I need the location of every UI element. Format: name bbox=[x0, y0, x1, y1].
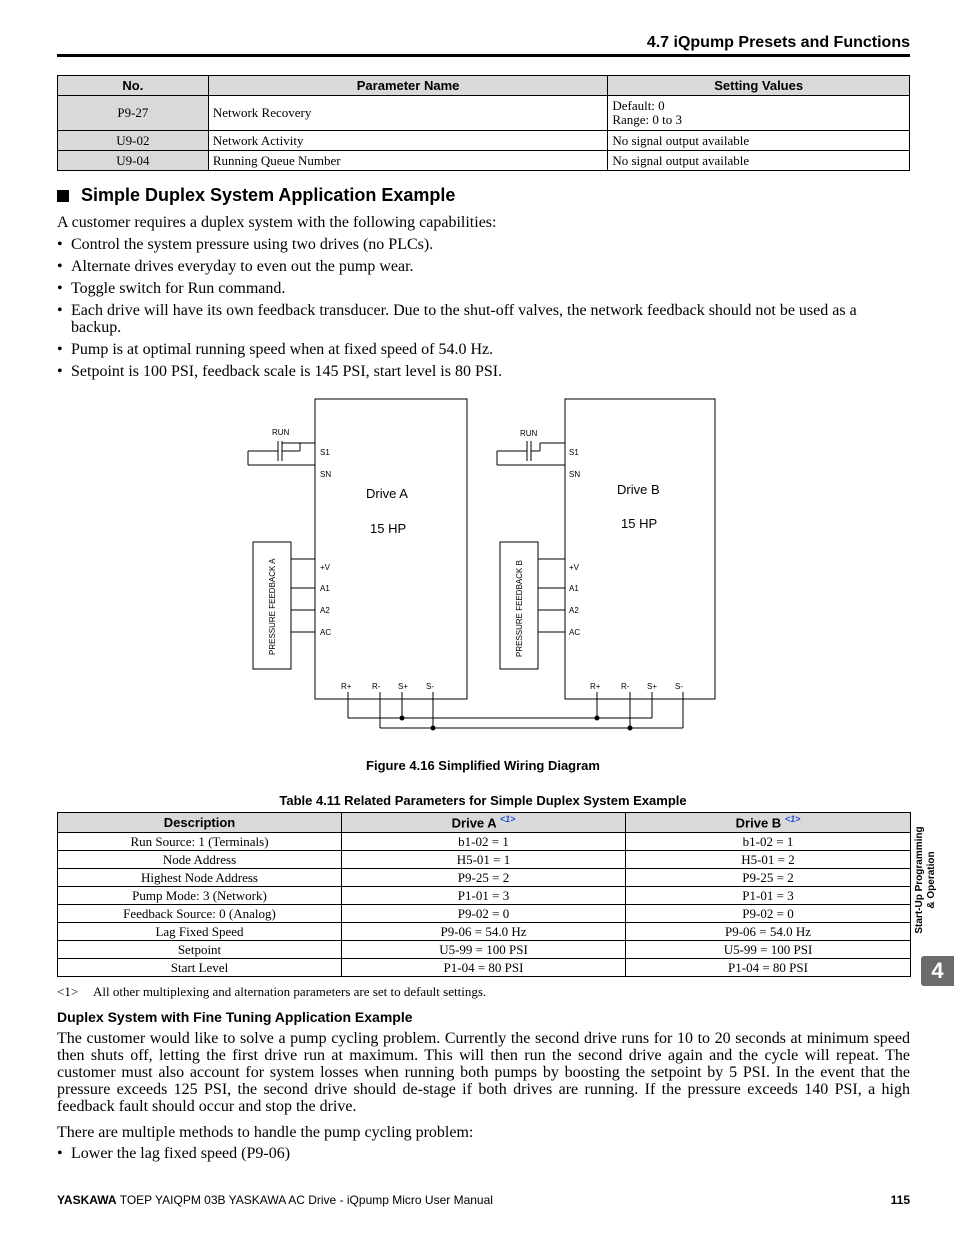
drive-b-box bbox=[565, 399, 715, 699]
table-header-row bbox=[58, 813, 911, 833]
table-cell: Highest Node Address bbox=[58, 869, 342, 887]
pressure-feedback-b-label: PRESSURE FEEDBACK B bbox=[515, 560, 524, 657]
list-item: • Setpoint is 100 PSI, feedback scale is 145 PSI, start level is 80 PSI. bbox=[57, 363, 910, 380]
table-cell: Setpoint bbox=[58, 941, 342, 959]
terminal-label: +V bbox=[320, 563, 331, 572]
chapter-side-label bbox=[914, 815, 946, 945]
table-cell: P9-25 = 2 bbox=[626, 869, 911, 887]
column-header bbox=[342, 813, 626, 833]
parameter-name: Network Recovery bbox=[208, 96, 608, 131]
terminal-label: A2 bbox=[320, 606, 330, 615]
header-rule bbox=[57, 54, 910, 57]
run-switch-b-label: RUN bbox=[520, 429, 538, 438]
terminal-label: R- bbox=[621, 682, 630, 691]
subsection-heading: Duplex System with Fine Tuning Application Example bbox=[57, 1009, 413, 1025]
body-paragraph: There are multiple methods to handle the pump cycling problem: bbox=[57, 1124, 474, 1141]
footnote-link[interactable]: <1> bbox=[499, 814, 516, 825]
table-cell: b1-02 = 1 bbox=[342, 833, 626, 851]
terminal-label: R- bbox=[372, 682, 381, 691]
side-label-line2: & Operation bbox=[926, 851, 937, 909]
table-row bbox=[58, 151, 910, 171]
footer-text bbox=[57, 1193, 493, 1207]
terminal-label: S+ bbox=[398, 682, 409, 691]
table-cell: U5-99 = 100 PSI bbox=[626, 941, 911, 959]
terminal-label: S- bbox=[426, 682, 434, 691]
table-cell: P9-06 = 54.0 Hz bbox=[342, 923, 626, 941]
table-row bbox=[58, 833, 911, 851]
table-row bbox=[58, 887, 911, 905]
list-item: • Toggle switch for Run command. bbox=[57, 280, 910, 297]
footnote-text: All other multiplexing and alternation parameters are set to default settings. bbox=[93, 984, 487, 999]
table-cell: P1-01 = 3 bbox=[626, 887, 911, 905]
table-cell: P9-25 = 2 bbox=[342, 869, 626, 887]
column-header: Setting Values bbox=[608, 76, 910, 96]
table-cell: b1-02 = 1 bbox=[626, 833, 911, 851]
table-cell: Feedback Source: 0 (Analog) bbox=[58, 905, 342, 923]
footnote-link[interactable]: <1> bbox=[784, 814, 801, 825]
pressure-feedback-a-label: PRESSURE FEEDBACK A bbox=[268, 558, 277, 655]
methods-list bbox=[57, 1145, 910, 1167]
table-row bbox=[58, 131, 910, 151]
wiring-diagram bbox=[240, 392, 730, 742]
table-caption: Table 4.11 Related Parameters for Simple Duplex System Example bbox=[279, 793, 687, 808]
terminal-label: SN bbox=[569, 470, 581, 479]
table-footnote bbox=[57, 984, 486, 1000]
table-row bbox=[58, 869, 911, 887]
terminal-label: S1 bbox=[569, 448, 579, 457]
column-header: Description bbox=[58, 813, 342, 833]
table-cell: Node Address bbox=[58, 851, 342, 869]
list-item: • Control the system pressure using two drives (no PLCs). bbox=[57, 236, 910, 253]
terminal-label: S+ bbox=[647, 682, 658, 691]
table-cell: H5-01 = 2 bbox=[626, 851, 911, 869]
terminal-label: AC bbox=[569, 628, 581, 637]
related-parameters-table bbox=[57, 812, 911, 977]
drive-a-name: Drive A bbox=[366, 486, 408, 501]
table-cell: H5-01 = 1 bbox=[342, 851, 626, 869]
parameter-name: Running Queue Number bbox=[208, 151, 608, 171]
body-paragraph: The customer would like to solve a pump cycling problem. Currently the second drive runs for 10 to 20 seconds at minimum speed then shuts off, letting the first drive run at maximum. This will then run the second drive again and the cycle will repeat. The customer must also account for system losses when running both pumps by boosting the setpoint by 5 PSI. In the event that the pressure exceeds 125 PSI, the second drive should de-stage if both drives are running. If the pressure exceeds 140 PSI, a high feedback fault should occur and stop the drive. bbox=[57, 1030, 910, 1115]
requirements-list bbox=[57, 236, 910, 385]
terminal-label: SN bbox=[320, 470, 332, 479]
setting-range: Range: 0 to 3 bbox=[612, 112, 683, 127]
table-header-row bbox=[58, 76, 910, 96]
table-cell: P1-01 = 3 bbox=[342, 887, 626, 905]
table-cell: Start Level bbox=[58, 959, 342, 977]
drive-b-hp: 15 HP bbox=[621, 516, 658, 531]
column-header: Parameter Name bbox=[208, 76, 608, 96]
setting-values: No signal output available bbox=[608, 131, 910, 151]
terminal-label: S1 bbox=[320, 448, 330, 457]
page-header-title: 4.7 iQpump Presets and Functions bbox=[646, 34, 910, 51]
side-label-line1: Start-Up Programming bbox=[914, 826, 925, 934]
table-cell: P1-04 = 80 PSI bbox=[342, 959, 626, 977]
drive-b-name: Drive B bbox=[617, 482, 660, 497]
chapter-tab: 4 bbox=[921, 956, 954, 986]
page-number: 115 bbox=[890, 1193, 910, 1207]
table-cell: P9-06 = 54.0 Hz bbox=[626, 923, 911, 941]
terminal-label: A1 bbox=[569, 584, 579, 593]
table-cell: P1-04 = 80 PSI bbox=[626, 959, 911, 977]
table-cell: U5-99 = 100 PSI bbox=[342, 941, 626, 959]
square-bullet-icon bbox=[57, 190, 69, 202]
section-heading bbox=[57, 185, 455, 206]
table-row bbox=[58, 959, 911, 977]
list-item: • Lower the lag fixed speed (P9-06) bbox=[57, 1145, 910, 1162]
list-item: • Alternate drives everyday to even out the pump wear. bbox=[57, 258, 910, 275]
section-heading-text: Simple Duplex System Application Example bbox=[81, 185, 456, 205]
table-row bbox=[58, 941, 911, 959]
parameter-table bbox=[57, 75, 910, 171]
parameter-number: P9-27 bbox=[58, 96, 209, 131]
list-item: • Pump is at optimal running speed when at fixed speed of 54.0 Hz. bbox=[57, 341, 910, 358]
intro-paragraph: A customer requires a duplex system with the following capabilities: bbox=[57, 214, 497, 231]
terminal-label: +V bbox=[569, 563, 580, 572]
run-switch-a-label: RUN bbox=[272, 428, 290, 437]
terminal-label: S- bbox=[675, 682, 683, 691]
table-cell: Pump Mode: 3 (Network) bbox=[58, 887, 342, 905]
table-cell: Lag Fixed Speed bbox=[58, 923, 342, 941]
table-row bbox=[58, 851, 911, 869]
table-row bbox=[58, 905, 911, 923]
setting-default: Default: 0 bbox=[612, 98, 665, 113]
setting-values: No signal output available bbox=[608, 151, 910, 171]
setting-values bbox=[608, 96, 910, 131]
parameter-name: Network Activity bbox=[208, 131, 608, 151]
figure-caption: Figure 4.16 Simplified Wiring Diagram bbox=[366, 758, 600, 773]
drive-a-box bbox=[315, 399, 467, 699]
parameter-number: U9-04 bbox=[58, 151, 209, 171]
table-cell: Run Source: 1 (Terminals) bbox=[58, 833, 342, 851]
terminal-label: A1 bbox=[320, 584, 330, 593]
column-header-text: Drive B bbox=[735, 815, 782, 831]
drive-a-hp: 15 HP bbox=[370, 521, 407, 536]
terminal-label: A2 bbox=[569, 606, 579, 615]
terminal-label: AC bbox=[320, 628, 332, 637]
list-item: • Each drive will have its own feedback transducer. Due to the shut-off valves, the network feedback should not be used as a backup. bbox=[57, 302, 910, 336]
footnote-tag: <1> bbox=[57, 984, 79, 999]
table-cell: P9-02 = 0 bbox=[626, 905, 911, 923]
table-row bbox=[58, 923, 911, 941]
table-row bbox=[58, 96, 910, 131]
column-header bbox=[626, 813, 911, 833]
footer-brand: YASKAWA bbox=[57, 1193, 117, 1207]
terminal-label: R+ bbox=[590, 682, 601, 691]
column-header-text: Drive A bbox=[451, 815, 497, 831]
terminal-label: R+ bbox=[341, 682, 352, 691]
column-header: No. bbox=[58, 76, 209, 96]
parameter-number: U9-02 bbox=[58, 131, 209, 151]
footer-manual-title: TOEP YAIQPM 03B YASKAWA AC Drive - iQpump Micro User Manual bbox=[119, 1193, 493, 1207]
table-cell: P9-02 = 0 bbox=[342, 905, 626, 923]
